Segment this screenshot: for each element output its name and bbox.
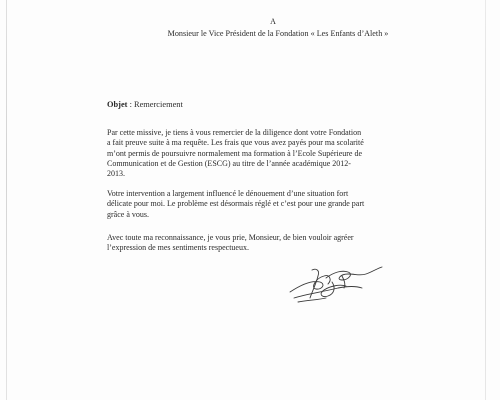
handwritten-signature	[282, 258, 392, 308]
paragraph-line: a fait preuve suite à ma requête. Les frais que vous avez payés pour ma scolarité	[107, 138, 364, 148]
paragraph-line: Votre intervention a largement influencé le dénouement d’une situation fort	[107, 189, 349, 198]
paragraph-line: m’ont permis de poursuivre normalement ma formation à l’Ecole Supérieure de	[107, 148, 363, 158]
recipient-line: Monsieur le Vice Président de la Fondation « Les Enfants d’Aleth »	[167, 29, 389, 38]
paragraph-line: délicate pour moi. Le problème est désormais réglé et c’est pour une grande part	[107, 199, 365, 209]
subject-line	[107, 100, 183, 109]
page-edge-shadow-left	[6, 0, 7, 400]
paragraph-line: Communication et de Gestion (ESCG) au titre de l’année académique 2012-	[107, 158, 351, 168]
paragraph-line: Avec toute ma reconnaissance, je vous prie, Monsieur, de bien vouloir agréer	[107, 233, 354, 242]
recipient-prefix: A	[270, 17, 276, 26]
subject-separator: :	[127, 100, 134, 109]
paragraph-thanks	[107, 128, 407, 179]
paragraph-line: grâce à vous.	[107, 209, 149, 219]
paragraph-closing	[107, 233, 407, 254]
page-edge-shadow-right	[485, 0, 486, 400]
subject-label: Objet	[107, 100, 128, 109]
paragraph-intervention	[107, 189, 407, 220]
subject-text: Remerciement	[133, 100, 183, 109]
paragraph-line: l’expression de mes sentiments respectueux.	[107, 243, 249, 253]
paragraph-line: 2013.	[107, 169, 125, 179]
paragraph-line: Par cette missive, je tiens à vous remercier de la diligence dont votre Fondation	[107, 128, 362, 137]
